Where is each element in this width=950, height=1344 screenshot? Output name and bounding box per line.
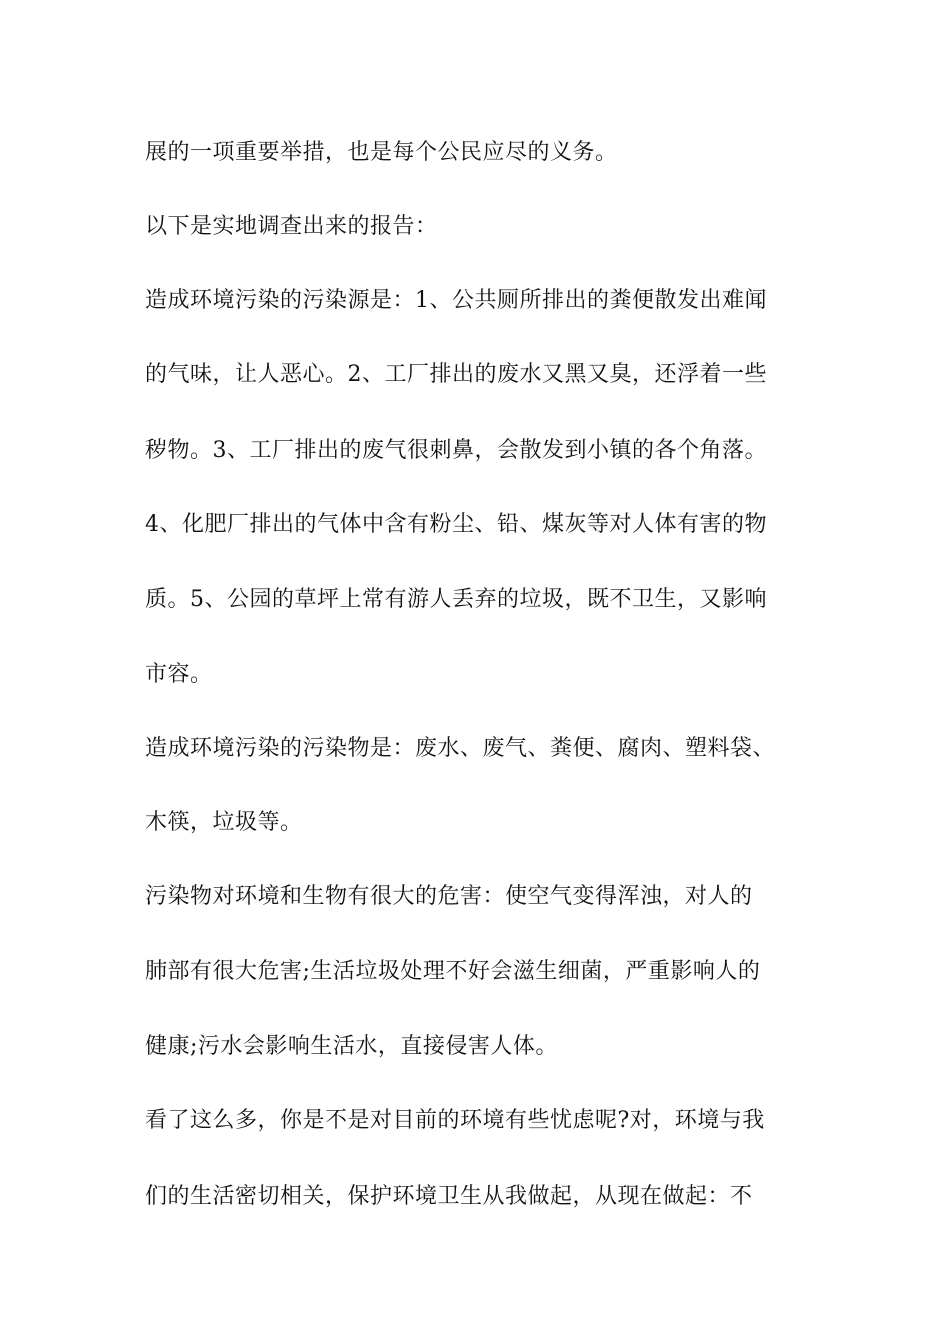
paragraph-line: 的气味，让人恶心。2、工厂排出的废水又黑又臭，还浮着一些: [145, 362, 767, 387]
paragraph-line: 质。5、公园的草坪上常有游人丢弃的垃圾，既不卫生，又影响: [145, 587, 767, 612]
paragraph-line: 秽物。3、工厂排出的废气很刺鼻，会散发到小镇的各个角落。: [145, 438, 767, 463]
paragraph-line: 4、化肥厂排出的气体中含有粉尘、铅、煤灰等对人体有害的物: [145, 512, 767, 537]
paragraph-line: 污染物对环境和生物有很大的危害：使空气变得浑浊，对人的: [145, 884, 753, 909]
paragraph-line: 肺部有很大危害;生活垃圾处理不好会滋生细菌，严重影响人的: [145, 959, 761, 984]
paragraph-line: 以下是实地调查出来的报告：: [145, 214, 438, 239]
paragraph-line: 健康;污水会影响生活水，直接侵害人体。: [145, 1034, 558, 1059]
paragraph-line: 造成环境污染的污染源是：1、公共厕所排出的粪便散发出难闻: [145, 288, 767, 313]
paragraph-line: 造成环境污染的污染物是：废水、废气、粪便、腐肉、塑料袋、: [145, 736, 776, 761]
paragraph-line: 木筷，垃圾等。: [145, 810, 303, 835]
paragraph-line: 展的一项重要举措，也是每个公民应尽的义务。: [145, 140, 618, 165]
paragraph-line: 市容。: [145, 662, 213, 687]
paragraph-line: 们的生活密切相关，保护环境卫生从我做起，从现在做起：不: [145, 1184, 753, 1209]
paragraph-line: 看了这么多，你是不是对目前的环境有些忧虑呢?对，环境与我: [145, 1108, 765, 1133]
